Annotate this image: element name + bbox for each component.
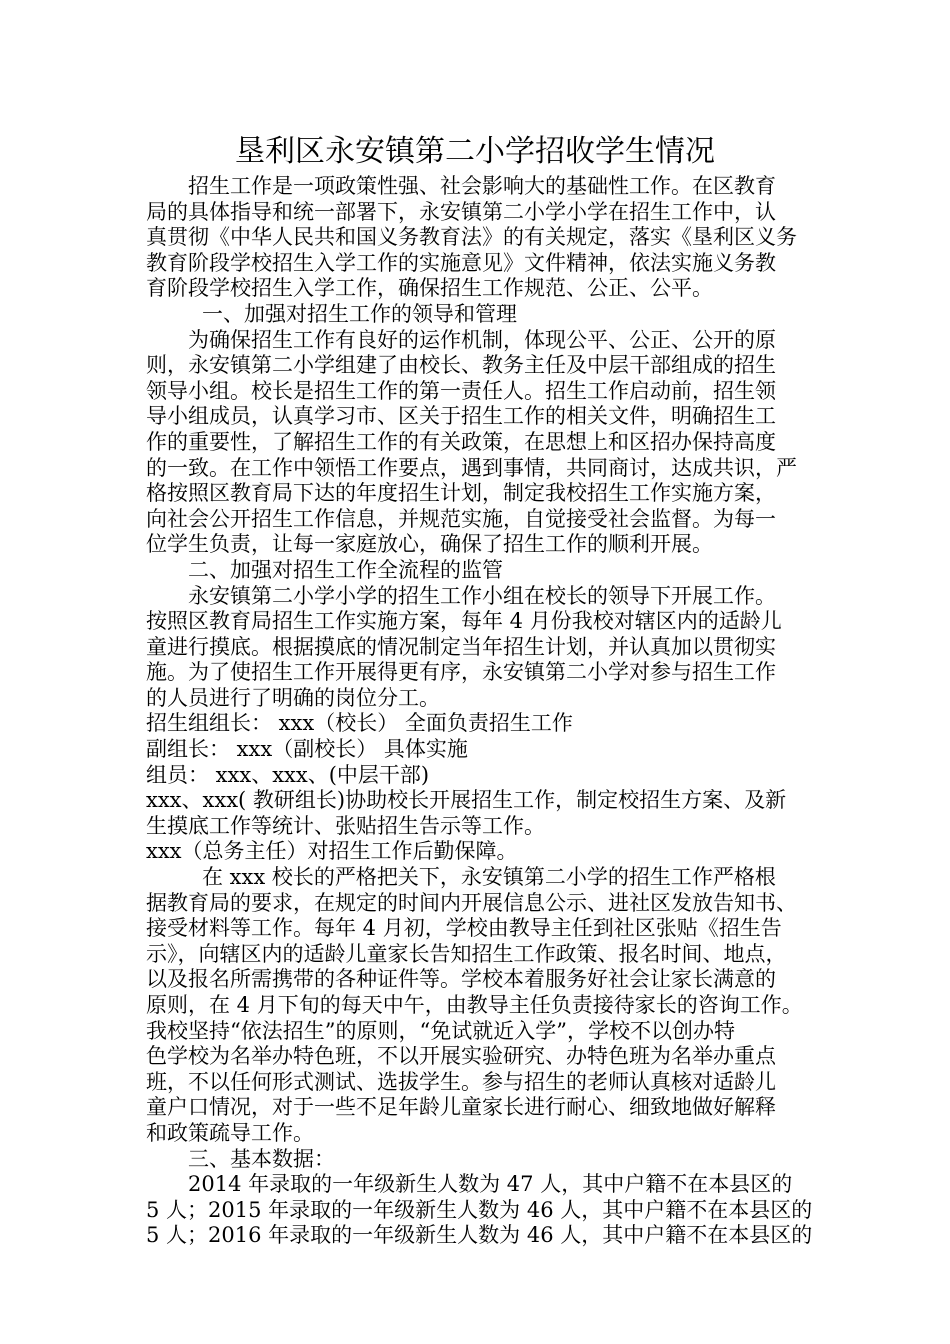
text-line: 副组长： xxx（副校长） 具体实施 bbox=[146, 737, 468, 762]
text-line: 以及报名所需携带的各种证件等。学校本着服务好社会让家长满意的 bbox=[146, 967, 776, 992]
text-line: xxx（总务主任）对招生工作后勤保障。 bbox=[146, 839, 518, 864]
document-body bbox=[146, 174, 813, 1249]
text-line: 5 人；2016 年录取的一年级新生人数为 46 人，其中户籍不在本县区的 bbox=[146, 1223, 813, 1248]
text-line: 向社会公开招生工作信息，并规范实施，自觉接受社会监督。为每一 bbox=[146, 506, 776, 531]
text-line: 接受材料等工作。每年 4 月初，学校由教导主任到社区张贴《招生告 bbox=[146, 916, 782, 941]
text-line: 则，永安镇第二小学组建了由校长、教务主任及中层干部组成的招生 bbox=[146, 353, 776, 378]
text-line: 为确保招生工作有良好的运作机制，体现公平、公正、公开的原 bbox=[188, 327, 776, 352]
text-line: 局的具体指导和统一部署下，永安镇第二小学小学在招生工作中，认 bbox=[146, 199, 776, 224]
page-title: 垦利区永安镇第二小学招收学生情况 bbox=[235, 134, 715, 169]
text-line: 一、加强对招生工作的领导和管理 bbox=[202, 301, 517, 326]
text-line: 和政策疏导工作。 bbox=[146, 1120, 314, 1145]
text-line: 组员： xxx、xxx、(中层干部) bbox=[146, 762, 430, 787]
text-line: 三、基本数据： bbox=[188, 1146, 335, 1171]
text-line: 真贯彻《中华人民共和国义务教育法》的有关规定，落实《垦利区义务 bbox=[146, 225, 797, 250]
text-line: 招生组组长： xxx（校长） 全面负责招生工作 bbox=[146, 711, 573, 736]
text-line: 原则，在 4 月下旬的每天中午，由教导主任负责接待家长的咨询工作。 bbox=[146, 993, 803, 1017]
text-line: 示》，向辖区内的适龄儿童家长告知招生工作政策、报名时间、地点， bbox=[146, 941, 787, 966]
text-line: 童进行摸底。根据摸底的情况制定当年招生计划，并认真加以贯彻实 bbox=[146, 634, 776, 659]
text-line: 领导小组。校长是招生工作的第一责任人。招生工作启动前，招生领 bbox=[146, 378, 776, 403]
text-line: 导小组成员，认真学习市、区关于招生工作的相关文件，明确招生工 bbox=[146, 404, 776, 429]
text-line: 5 人；2015 年录取的一年级新生人数为 46 人，其中户籍不在本县区的 bbox=[146, 1197, 813, 1222]
text-line: 色学校为名举办特色班，不以开展实验研究、办特色班为名举办重点 bbox=[146, 1044, 776, 1069]
text-line: 位学生负责，让每一家庭放心，确保了招生工作的顺利开展。 bbox=[146, 532, 713, 557]
text-line: 班，不以任何形式测试、选拔学生。参与招生的老师认真核对适龄儿 bbox=[146, 1069, 776, 1094]
text-line: 生摸底工作等统计、张贴招生告示等工作。 bbox=[146, 813, 545, 838]
text-line: 据教育局的要求，在规定的时间内开展信息公示、进社区发放告知书、 bbox=[146, 890, 797, 915]
text-line: 童户口情况，对于一些不足年龄儿童家长进行耐心、细致地做好解释 bbox=[146, 1095, 776, 1120]
text-line: 格按照区教育局下达的年度招生计划，制定我校招生工作实施方案， bbox=[146, 481, 776, 506]
text-line: 作的重要性，了解招生工作的有关政策，在思想上和区招办保持高度 bbox=[146, 429, 776, 454]
text-line: 的一致。在工作中领悟工作要点，遇到事情，共同商讨，达成共识，严 bbox=[146, 455, 797, 480]
text-line: 2014 年录取的一年级新生人数为 47 人，其中户籍不在本县区的 bbox=[188, 1172, 793, 1197]
text-line: 二、加强对招生工作全流程的监管 bbox=[188, 557, 503, 582]
text-line: 的人员进行了明确的岗位分工。 bbox=[146, 685, 440, 710]
text-line: 教育阶段学校招生入学工作的实施意见》文件精神，依法实施义务教 bbox=[146, 250, 776, 275]
text-line: 按照区教育局招生工作实施方案，每年 4 月份我校对辖区内的适龄儿 bbox=[146, 609, 782, 634]
text-line: 我校坚持“依法招生”的原则，“免试就近入学”，学校不以创办特 bbox=[146, 1018, 735, 1043]
text-line: 招生工作是一项政策性强、社会影响大的基础性工作。在区教育 bbox=[188, 174, 776, 198]
text-line: 施。为了使招生工作开展得更有序，永安镇第二小学对参与招生工作 bbox=[146, 660, 776, 685]
text-line: 育阶段学校招生入学工作，确保招生工作规范、公正、公平。 bbox=[146, 276, 713, 301]
text-line: 永安镇第二小学小学的招生工作小组在校长的领导下开展工作。 bbox=[188, 583, 776, 608]
text-line: xxx、xxx( 教研组长)协助校长开展招生工作，制定校招生方案、及新 bbox=[146, 788, 787, 813]
text-line: 在 xxx 校长的严格把关下，永安镇第二小学的招生工作严格根 bbox=[202, 865, 776, 890]
